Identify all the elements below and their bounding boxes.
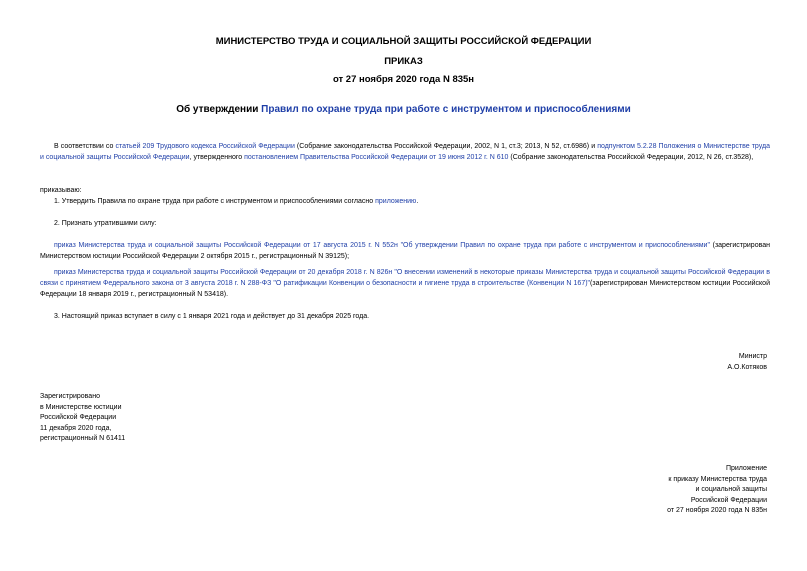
repeal-paragraph-2: приказ Министерства труда и социальной защиты Российской Федерации от 20 декабря 2018 г. N 826н "О внесении изменений в некоторые приказы Министерства труда и социальной защиты Российской Федерации в связи с принятием Федерального закона от 3 августа 2018 г. N 288-ФЗ "О ратификации Конвенции о безопасности и гигиене труда в строительстве (Конвенции N 167)"(зарегистрирован Министерством юстиции Российской Федерации 18 января 2019 г., регистрационный N 53418).	[40, 269, 770, 298]
signature-name: А.О.Котяков	[727, 364, 767, 371]
date-number-heading: от 27 ноября 2020 года N 835н	[332, 74, 475, 85]
ministry-heading: МИНИСТЕРСТВО ТРУДА И СОЦИАЛЬНОЙ ЗАЩИТЫ РОССИЙСКОЙ ФЕДЕРАЦИИ	[215, 36, 592, 47]
order-552n-link[interactable]: приказ Министерства труда и социальной защиты Российской Федерации от 17 августа 2015 г. N 552н "Об утверждении Правил по охране труда при работе с инструментом и приспособлениями"	[54, 242, 710, 249]
signature-position: Министр	[738, 353, 767, 360]
item-1: 1. Утвердить Правила по охране труда при работе с инструментом и приспособлениями согласно приложению.	[54, 198, 419, 205]
regulation-subclause-link[interactable]: подпунктом 5.2.28 Положения о Министерстве труда и социальной защиты Российской Федерации	[40, 143, 770, 161]
appendix-link[interactable]: приложению	[375, 198, 417, 205]
item-3: 3. Настоящий приказ вступает в силу с 1 января 2021 года и действует до 31 декабря 2025 года.	[54, 313, 370, 320]
doc-type-heading: ПРИКАЗ	[384, 56, 423, 67]
government-resolution-link[interactable]: постановлением Правительства Российской Федерации от 19 июня 2012 г. N 610	[244, 154, 509, 161]
order-word: приказываю:	[40, 187, 82, 194]
document-title	[0, 104, 807, 115]
item-2: 2. Признать утратившими силу:	[54, 220, 157, 227]
intro-paragraph: В соответствии со статьей 209 Трудового кодекса Российской Федерации (Собрание законодательства Российской Федерации, 2002, N 1, ст.3; 2013, N 52, ст.6986) и подпунктом 5.2.28 Положения о Министерстве труда и социальной защиты Российской Федерации, утвержденного постановлением Правительства Российской Федерации от 19 июня 2012 г. N 610 (Собрание законодательства Российской Федерации, 2012, N 26, ст.3528),	[40, 143, 770, 161]
title-prefix: Об утверждении	[176, 104, 262, 115]
appendix-block: Приложение к приказу Министерства труда и социальной защиты Российской Федерации от 27 ноября 2020 года N 835н	[667, 465, 767, 514]
title-rules-link[interactable]: Правил по охране труда при работе с инструментом и приспособлениями	[261, 104, 631, 115]
registration-block: Зарегистрировано в Министерстве юстиции Российской Федерации 11 декабря 2020 года, регистрационный N 61411	[40, 393, 126, 442]
order-826n-link[interactable]: приказ Министерства труда и социальной защиты Российской Федерации от 20 декабря 2018 г. N 826н "О внесении изменений в некоторые приказы Министерства труда и социальной защиты Российской Федерации в связи с принятием Федерального закона от 3 августа 2018 г. N 288-ФЗ "О ратификации Конвенции о безопасности и гигиене труда в строительстве (Конвенции N 167)"	[40, 269, 770, 287]
repeal-paragraph-1: приказ Министерства труда и социальной защиты Российской Федерации от 17 августа 2015 г. N 552н "Об утверждении Правил по охране труда при работе с инструментом и приспособлениями" (зарегистрирован Министерством юстиции Российской Федерации 2 октября 2015 г., регистрационный N 39125);	[40, 242, 770, 260]
labor-code-article-link[interactable]: статьей 209 Трудового кодекса Российской Федерации	[115, 143, 295, 150]
signature-block	[727, 351, 767, 373]
